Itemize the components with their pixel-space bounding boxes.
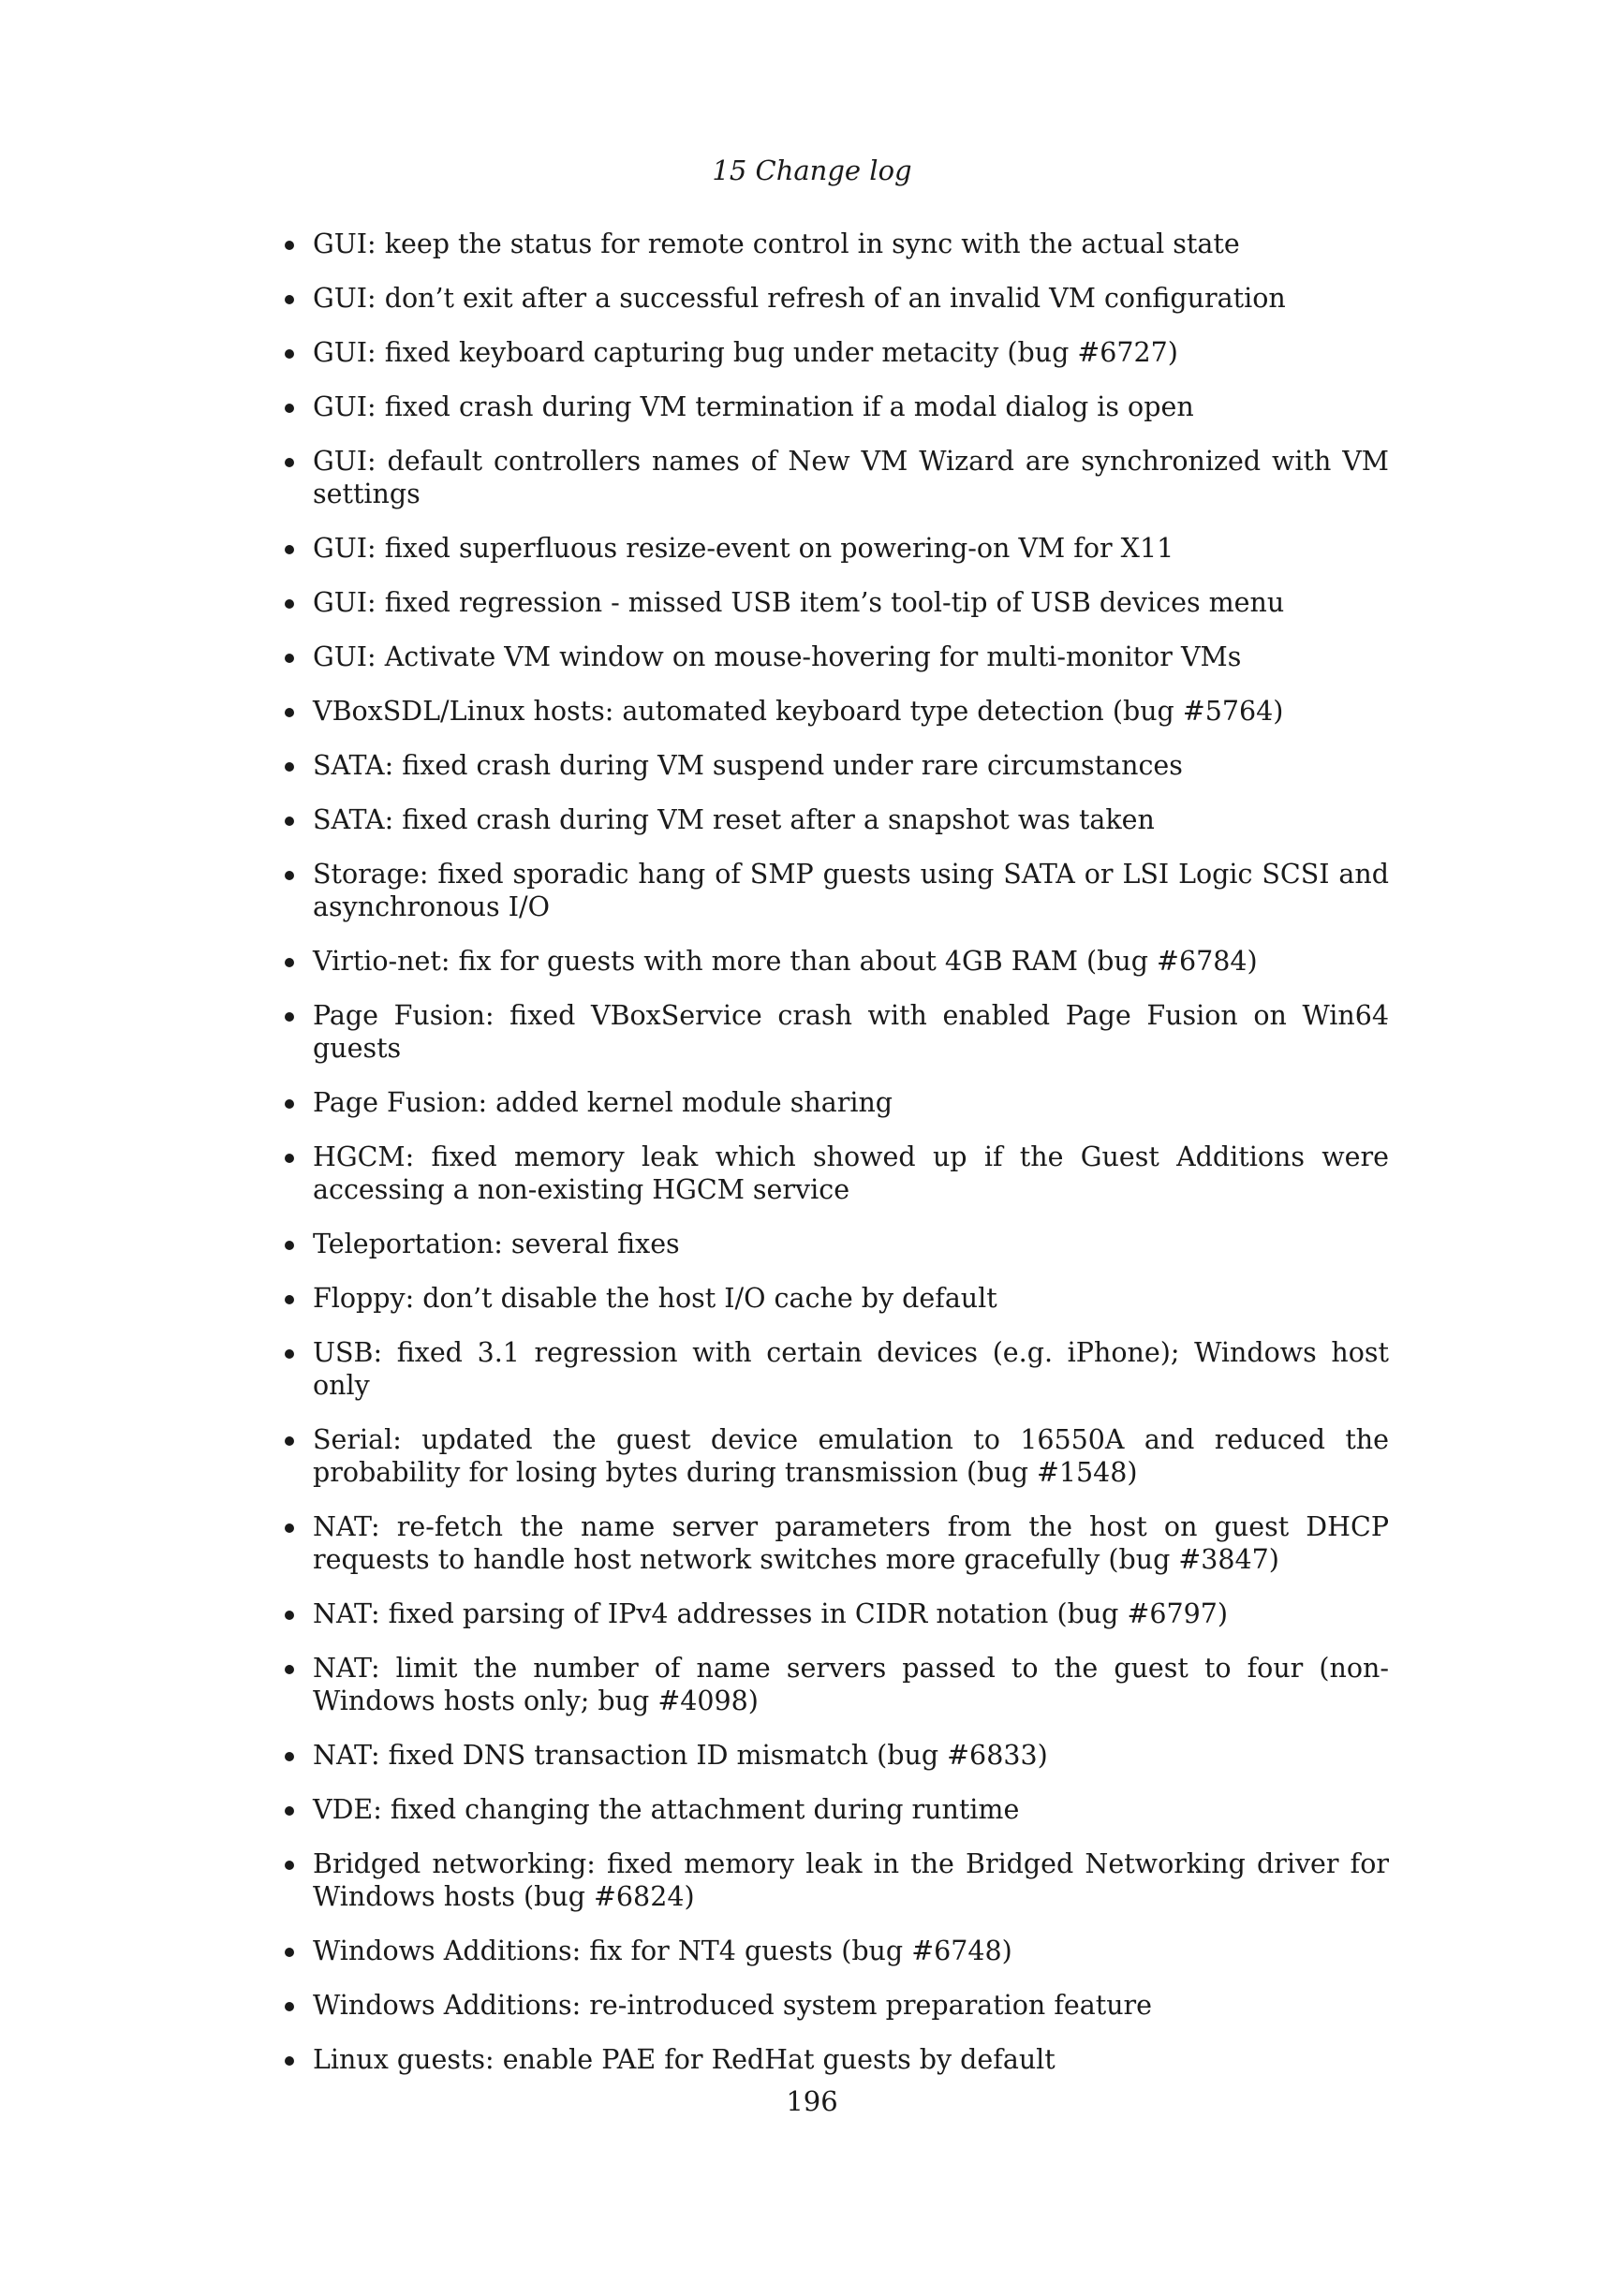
changelog-item (284, 336, 1389, 369)
bullet-icon (285, 1948, 294, 1957)
bullet-icon (285, 1099, 294, 1109)
bullet-icon (285, 241, 294, 250)
bullet-icon (285, 871, 294, 880)
changelog-item-text: GUI: don’t exit after a successful refresh of an invalid VM configuration (313, 283, 1286, 314)
changelog-item (284, 749, 1389, 782)
bullet-icon (285, 1154, 294, 1163)
changelog-item-text: NAT: fixed parsing of IPv4 addresses in CIDR notation (bug #6797) (313, 1598, 1229, 1629)
bullet-icon (285, 349, 294, 359)
changelog-item-text: Windows Additions: fix for NT4 guests (bug #6748) (313, 1935, 1012, 1966)
changelog-item-text: Teleportation: several fixes (313, 1229, 680, 1259)
bullet-icon (285, 1752, 294, 1761)
bullet-icon (285, 1349, 294, 1359)
bullet-icon (285, 1436, 294, 1446)
bullet-icon (285, 817, 294, 826)
changelog-item (284, 1282, 1389, 1315)
bullet-icon (285, 1012, 294, 1022)
changelog-item-text: GUI: Activate VM window on mouse-hovering for multi-monitor VMs (313, 641, 1242, 672)
bullet-icon (285, 2002, 294, 2011)
changelog-item (284, 1597, 1389, 1630)
changelog-item-text: Page Fusion: fixed VBoxService crash with enabled Page Fusion on Win64 guests (313, 1000, 1389, 1064)
bullet-icon (285, 1523, 294, 1533)
changelog-item-text: Bridged networking: fixed memory leak in the Bridged Networking driver for Windows hosts (bug #6824) (313, 1848, 1389, 1912)
changelog-item-text: GUI: fixed superfluous resize-event on powering-on VM for X11 (313, 533, 1174, 564)
changelog-item-text: VDE: fixed changing the attachment during runtime (313, 1794, 1020, 1825)
changelog-item (284, 695, 1389, 728)
changelog-item (284, 1141, 1389, 1206)
bullet-icon (285, 708, 294, 717)
changelog-item (284, 1935, 1389, 1967)
changelog-item-text: NAT: limit the number of name servers passed to the guest to four (non-Windows hosts only; bug #4098) (313, 1653, 1389, 1716)
page-number: 196 (786, 2085, 838, 2117)
changelog-item-text: NAT: re-fetch the name server parameters from the host on guest DHCP requests to handle host network switches more gracefully (bug #3847) (313, 1511, 1389, 1575)
changelog-item-text: Floppy: don’t disable the host I/O cache by default (313, 1283, 997, 1314)
changelog-item (284, 2043, 1389, 2076)
bullet-icon (285, 2056, 294, 2066)
changelog-list (284, 228, 1389, 2097)
bullet-icon (285, 762, 294, 772)
changelog-item (284, 586, 1389, 619)
bullet-icon (285, 1611, 294, 1620)
changelog-item (284, 1739, 1389, 1772)
changelog-item-text: Storage: fixed sporadic hang of SMP guests using SATA or LSI Logic SCSI and asynchronous I/O (313, 859, 1389, 922)
changelog-item-text: GUI: fixed regression - missed USB item’s tool-tip of USB devices menu (313, 587, 1285, 618)
changelog-item (284, 445, 1389, 510)
changelog-item (284, 945, 1389, 978)
changelog-item-text: Windows Additions: re-introduced system preparation feature (313, 1990, 1153, 2021)
bullet-icon (285, 1861, 294, 1870)
changelog-item (284, 1989, 1389, 2022)
changelog-item-text: GUI: default controllers names of New VM Wizard are synchronized with VM settings (313, 446, 1389, 509)
changelog-item-text: GUI: fixed crash during VM termination if a modal dialog is open (313, 391, 1194, 422)
changelog-item-text: Virtio-net: fix for guests with more than about 4GB RAM (bug #6784) (313, 946, 1258, 977)
changelog-item (284, 999, 1389, 1065)
bullet-icon (285, 599, 294, 609)
changelog-item (284, 640, 1389, 673)
changelog-item-text: SATA: fixed crash during VM reset after a snapshot was taken (313, 804, 1155, 835)
changelog-item-text: USB: fixed 3.1 regression with certain devices (e.g. iPhone); Windows host only (313, 1337, 1389, 1401)
bullet-icon (285, 404, 294, 413)
changelog-item-text: NAT: fixed DNS transaction ID mismatch (bug #6833) (313, 1740, 1048, 1771)
changelog-item-text: GUI: fixed keyboard capturing bug under metacity (bug #6727) (313, 337, 1178, 368)
changelog-item-text: SATA: fixed crash during VM suspend under rare circumstances (313, 750, 1183, 781)
changelog-item (284, 390, 1389, 423)
changelog-item (284, 1652, 1389, 1717)
bullet-icon (285, 458, 294, 467)
changelog-item (284, 282, 1389, 315)
bullet-icon (285, 958, 294, 967)
changelog-item (284, 1510, 1389, 1576)
changelog-item-text: Linux guests: enable PAE for RedHat guests by default (313, 2044, 1056, 2075)
changelog-item (284, 1336, 1389, 1402)
changelog-item (284, 858, 1389, 923)
changelog-item (284, 1847, 1389, 1913)
changelog-item-text: GUI: keep the status for remote control in sync with the actual state (313, 228, 1240, 259)
changelog-item-text: Serial: updated the guest device emulation to 16550A and reduced the probability for losing bytes during transmission (bug #1548) (313, 1424, 1389, 1488)
bullet-icon (285, 1295, 294, 1304)
page-header: 15 Change log (712, 155, 912, 186)
changelog-item-text: Page Fusion: added kernel module sharing (313, 1087, 893, 1118)
changelog-item-text: VBoxSDL/Linux hosts: automated keyboard type detection (bug #5764) (313, 696, 1284, 727)
bullet-icon (285, 1665, 294, 1674)
bullet-icon (285, 1806, 294, 1816)
changelog-item (284, 803, 1389, 836)
changelog-item (284, 532, 1389, 565)
bullet-icon (285, 1241, 294, 1250)
changelog-item (284, 1086, 1389, 1119)
bullet-icon (285, 654, 294, 663)
changelog-item (284, 1423, 1389, 1489)
bullet-icon (285, 545, 294, 554)
changelog-item-text: HGCM: fixed memory leak which showed up if the Guest Additions were accessing a non-existing HGCM service (313, 1141, 1389, 1205)
changelog-item (284, 1228, 1389, 1260)
changelog-item (284, 228, 1389, 260)
bullet-icon (285, 295, 294, 304)
changelog-item (284, 1793, 1389, 1826)
